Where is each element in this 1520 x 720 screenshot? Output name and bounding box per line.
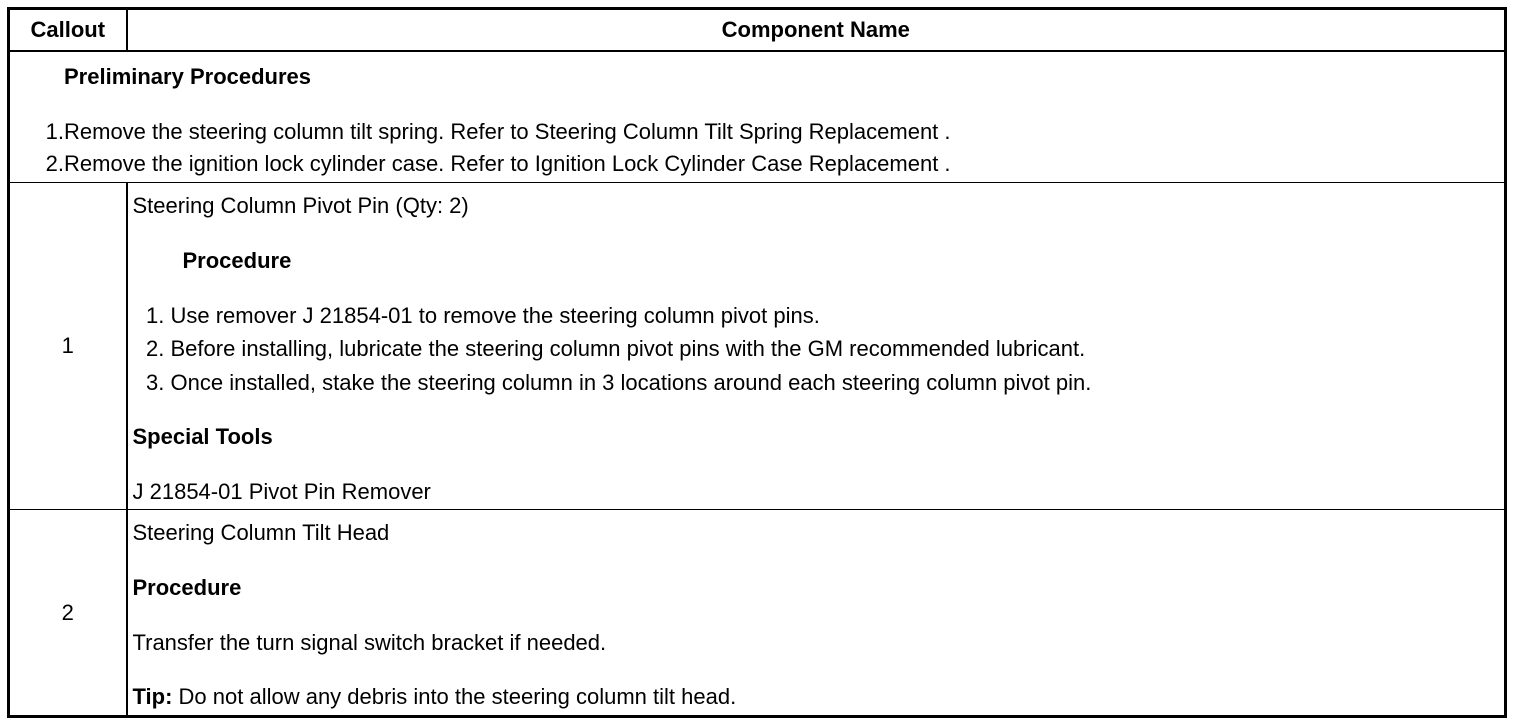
tip-label: Tip: [132,684,173,709]
preliminary-row [9,51,1506,183]
step-number: 2 . [10,151,64,177]
callout-number: 2 [9,510,127,717]
special-tools-heading: Special Tools [132,424,273,449]
table-row [9,510,1506,717]
component-name: Steering Column Tilt Head [132,520,390,545]
procedure-heading: Procedure [182,248,292,273]
procedure-step: 1 . Use remover J 21854-01 to remove the steering column pivot pins. [133,303,820,329]
procedure-step: 3 . Once installed, stake the steering column in 3 locations around each steering column pivot pin. [133,370,1092,396]
tip-text: Do not allow any debris into the steering column tilt head. [172,684,737,709]
component-name: Steering Column Pivot Pin (Qty: 2) [132,193,469,218]
step-text: Use remover J 21854-01 to remove the steering column pivot pins. [170,303,820,328]
procedure-text: Transfer the turn signal switch bracket if needed. [132,630,607,655]
preliminary-step [10,119,951,145]
special-tool-item: J 21854-01 Pivot Pin Remover [132,479,431,504]
step-text: Before installing, lubricate the steering column pivot pins with the GM recommended lubricant. [170,336,1086,361]
preliminary-cell [9,51,1506,183]
component-cell [127,510,1506,717]
step-text: Remove the steering column tilt spring. Refer to Steering Column Tilt Spring Replacement . [64,119,951,144]
preliminary-heading: Preliminary Procedures [64,64,312,89]
callout-number: 1 [9,183,127,510]
step-text: Remove the ignition lock cylinder case. Refer to Ignition Lock Cylinder Case Replacement . [64,151,951,176]
service-procedure-table [7,7,1507,718]
header-row [9,9,1506,52]
step-number: 1 . [10,119,64,145]
table-row [9,183,1506,510]
tip-note [133,684,737,710]
step-text: Once installed, stake the steering column in 3 locations around each steering column pivot pin. [170,370,1092,395]
procedure-step: 2 . Before installing, lubricate the steering column pivot pins with the GM recommended lubricant. [133,336,1086,362]
header-callout: Callout [9,9,127,52]
preliminary-step [10,151,951,177]
procedure-heading: Procedure [132,575,242,600]
header-component-name: Component Name [127,9,1506,52]
component-cell [127,183,1506,510]
